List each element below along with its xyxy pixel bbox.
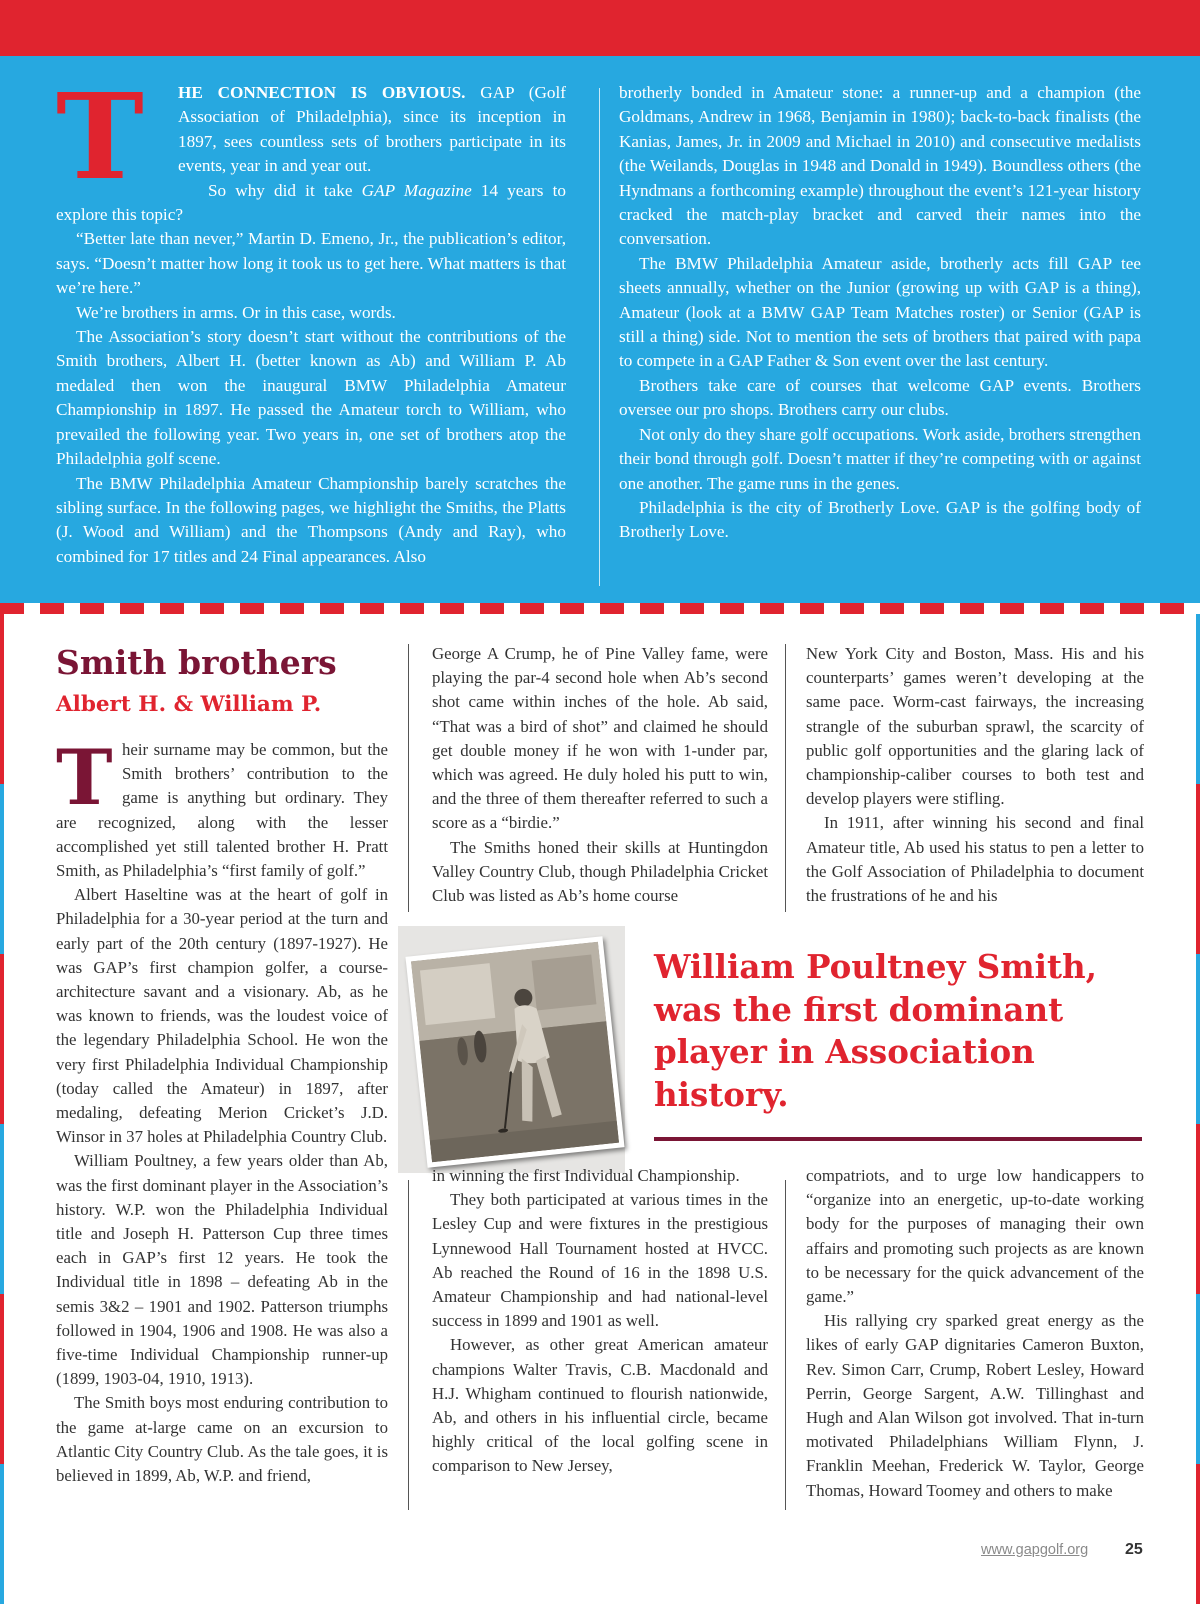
- article-paragraph: However, as other great American amateur champions Walter Travis, C.B. Macdonald and H.J. Whigham continued to flourish nationwide, Ab, and others in his influential circle, became highly critical of the local golfing scene in comparison to New Jersey,: [432, 1335, 768, 1476]
- column-rule: [785, 644, 786, 912]
- article-paragraph: New York City and Boston, Mass. His and his counterparts’ games weren’t developing at the same pace. Worm-cast fairways, the increasing strangle of the suburban sprawl, the scarcity of public golf opportunities and the glaring lack of championship-caliber courses to both test and develop players were stifling.: [806, 644, 1144, 809]
- intro-paragraph: The BMW Philadelphia Amateur aside, brotherly acts fill GAP tee sheets annually, whether on the Junior (growing up with GAP is a thing), Amateur (look at a BMW GAP Team Matches roster) or Senior (GAP is still a thing) side. Not to mention the sets of brothers that paired with papa to compete in a GAP Father & Son event over the last century.: [619, 253, 1141, 371]
- article-paragraph: William Poultney, a few years older than Ab, was the first dominant player in the Association’s history. W.P. won the Philadelphia Individual title and Joseph H. Patterson Cup three times each in GAP’s first 12 years. He took the Individual title in 1898 – defeating Ab in the semis 3&2 – 1901 and 1902. Patterson triumphs followed in 1904, 1906 and 1908. He was also a five-time Individual Championship runner-up (1899, 1903-04, 1910, 1913).: [56, 1151, 388, 1389]
- intro-right-column: [619, 81, 1141, 545]
- golfer-illustration: [411, 942, 619, 1163]
- article-column-2-top: [432, 642, 768, 908]
- column-rule: [408, 644, 409, 912]
- article-paragraph: George A Crump, he of Pine Valley fame, were playing the par-4 second hole when Ab’s second shot came within inches of the hole. Ab said, “That was a bird of shot” and claimed he should get double money if he won with 1-under par, which was agreed. He duly holed his putt to win, and the three of them thereafter referred to such a score as a “birdie.”: [432, 644, 768, 833]
- article-paragraph: In 1911, after winning his second and final Amateur title, Ab used his status to pen a letter to the Golf Association of Philadelphia to document the frustrations of he and his: [806, 813, 1144, 906]
- article-paragraph: His rallying cry sparked great energy as the likes of early GAP dignitaries Cameron Buxton, Rev. Simon Carr, Crump, Robert Lesley, Howard Perrin, George Sargent, A.W. Tillinghast and Hugh and Alan Wilson got involved. That in-turn motivated Philadelphians William Flynn, J. Franklin Meehan, Frederick W. Taylor, George Thomas, Howard Toomey and others to make: [806, 1311, 1144, 1500]
- article-paragraph: Albert Haseltine was at the heart of golf in Philadelphia for a 30-year period at the turn and early part of the 20th century (1897-1927). He was GAP’s first champion golfer, a course-architecture savant and a visionary. Ab, as he was known to friends, was the loudest voice of the legendary Philadelphia School. He won the very first Philadelphia Individual Championship (today called the Amateur) in 1897, after medaling, defeating Merion Cricket’s J.D. Winsor in 37 holes at Philadelphia Country Club.: [56, 885, 388, 1147]
- vintage-golfer-photo: [405, 936, 624, 1168]
- intro-paragraph: We’re brothers in arms. Or in this case, words.: [76, 302, 396, 322]
- article-drop-cap: T: [56, 733, 113, 822]
- intro-paragraph: The BMW Philadelphia Amateur Championship barely scratches the sibling surface. In the following pages, we highlight the Smiths, the Platts (J. Wood and William) and the Thompsons (Andy and Ray), who combined for 17 titles and 24 Final appearances. Also: [56, 473, 566, 566]
- top-red-banner: [0, 0, 1200, 56]
- article-column-1: [56, 733, 388, 1488]
- left-edge-stripe: [0, 614, 4, 1604]
- intro-text: GAP (Golf Association of Philadelphia), since its inception in 1897, sees countless sets of brothers participate in its events, year in and year out.: [178, 83, 566, 176]
- magazine-title: GAP Magazine: [361, 180, 472, 200]
- intro-paragraph: Not only do they share golf occupations. Work aside, brothers strengthen their bond through golf. Doesn’t matter if they’re competing with or against one another. The game runs in the genes.: [619, 424, 1141, 493]
- footer-website-link[interactable]: www.gapgolf.org: [981, 1542, 1089, 1558]
- article-column-3-top: [806, 642, 1144, 908]
- article-column-3-bottom: [806, 1164, 1144, 1503]
- photo-frame: [398, 926, 625, 1173]
- pull-quote: William Poultney Smith, was the first dominant player in Association history.: [654, 947, 1097, 1114]
- article-paragraph: heir surname may be common, but the Smith brothers’ contribution to the game is anything but ordinary. They are recognized, along with the lesser accomplished yet still talented brother H. Pratt Smith, as Philadelphia’s “first family of golf.”: [56, 740, 388, 881]
- page-number: 25: [1125, 1541, 1143, 1558]
- intro-paragraph: So why did it take GAP Magazine 14 years to explore this topic?: [56, 180, 566, 225]
- intro-paragraph: “Better late than never,” Martin D. Emeno, Jr., the publication’s editor, says. “Doesn’t matter how long it took us to get here. What matters is that we’re here.”: [56, 229, 566, 298]
- column-rule: [785, 1180, 786, 1510]
- article-paragraph: compatriots, and to urge low handicappers to “organize into an energetic, up-to-date working body for the purposes of managing their own affairs and promoting such projects as are known to be necessary for the quick advancement of the game.”: [806, 1166, 1144, 1307]
- right-edge-stripe: [1196, 614, 1200, 1604]
- article-paragraph: The Smith boys most enduring contribution to the game at-large came on an excursion to Atlantic City Country Club. As the tale goes, it is believed in 1899, Ab, W.P. and friend,: [56, 1393, 388, 1486]
- article-title: Smith brothers: [56, 643, 337, 682]
- article-column-2-bottom: [432, 1164, 768, 1479]
- intro-paragraph: The Association’s story doesn’t start without the contributions of the Smith brothers, Albert H. (better known as Ab) and William P. Ab medaled then won the inaugural BMW Philadelphia Amateur Championship in 1897. He passed the Amateur torch to William, who prevailed the following year. Two years in, one set of brothers atop the Philadelphia golf scene.: [56, 327, 566, 469]
- intro-panel: [0, 56, 1200, 608]
- dashed-stripe-divider: [0, 603, 1200, 614]
- article-subtitle: Albert H. & William P.: [56, 692, 322, 717]
- intro-paragraph: brotherly bonded in Amateur stone: a runner-up and a champion (the Goldmans, Andrew in 1968, Benjamin in 1980); back-to-back finalists (the Kanias, James, Jr. in 2009 and Michael in 2010) and consecutive medalists (the Weilands, Douglas in 1948 and Donald in 1949). Boundless others (the Hyndmans a forthcoming example) throughout the event’s 121-year history cracked the match-play bracket and carved their names into the conversation.: [619, 83, 1141, 249]
- column-rule: [408, 1180, 409, 1510]
- intro-paragraph: Philadelphia is the city of Brotherly Love. GAP is the golfing body of Brotherly Love.: [619, 497, 1141, 542]
- intro-lead-in: HE CONNECTION IS OBVIOUS.: [178, 83, 466, 102]
- intro-paragraph: Brothers take care of courses that welcome GAP events. Brothers oversee our pro shops. Brothers carry our clubs.: [619, 375, 1141, 420]
- article-paragraph: in winning the first Individual Championship.: [432, 1166, 740, 1185]
- intro-drop-cap: T: [56, 67, 144, 206]
- article-paragraph: They both participated at various times in the Lesley Cup and were fixtures in the prestigious Lynnewood Hall Tournament hosted at HVCC. Ab reached the Round of 16 in the 1898 U.S. Amateur Championship and had national-level success in 1899 and 1901 as well.: [432, 1190, 768, 1331]
- pull-quote-rule: [654, 1137, 1142, 1141]
- intro-column-divider: [599, 88, 600, 586]
- article-paragraph: The Smiths honed their skills at Huntingdon Valley Country Club, though Philadelphia Cricket Club was listed as Ab’s home course: [432, 837, 768, 906]
- intro-left-column: [56, 67, 566, 569]
